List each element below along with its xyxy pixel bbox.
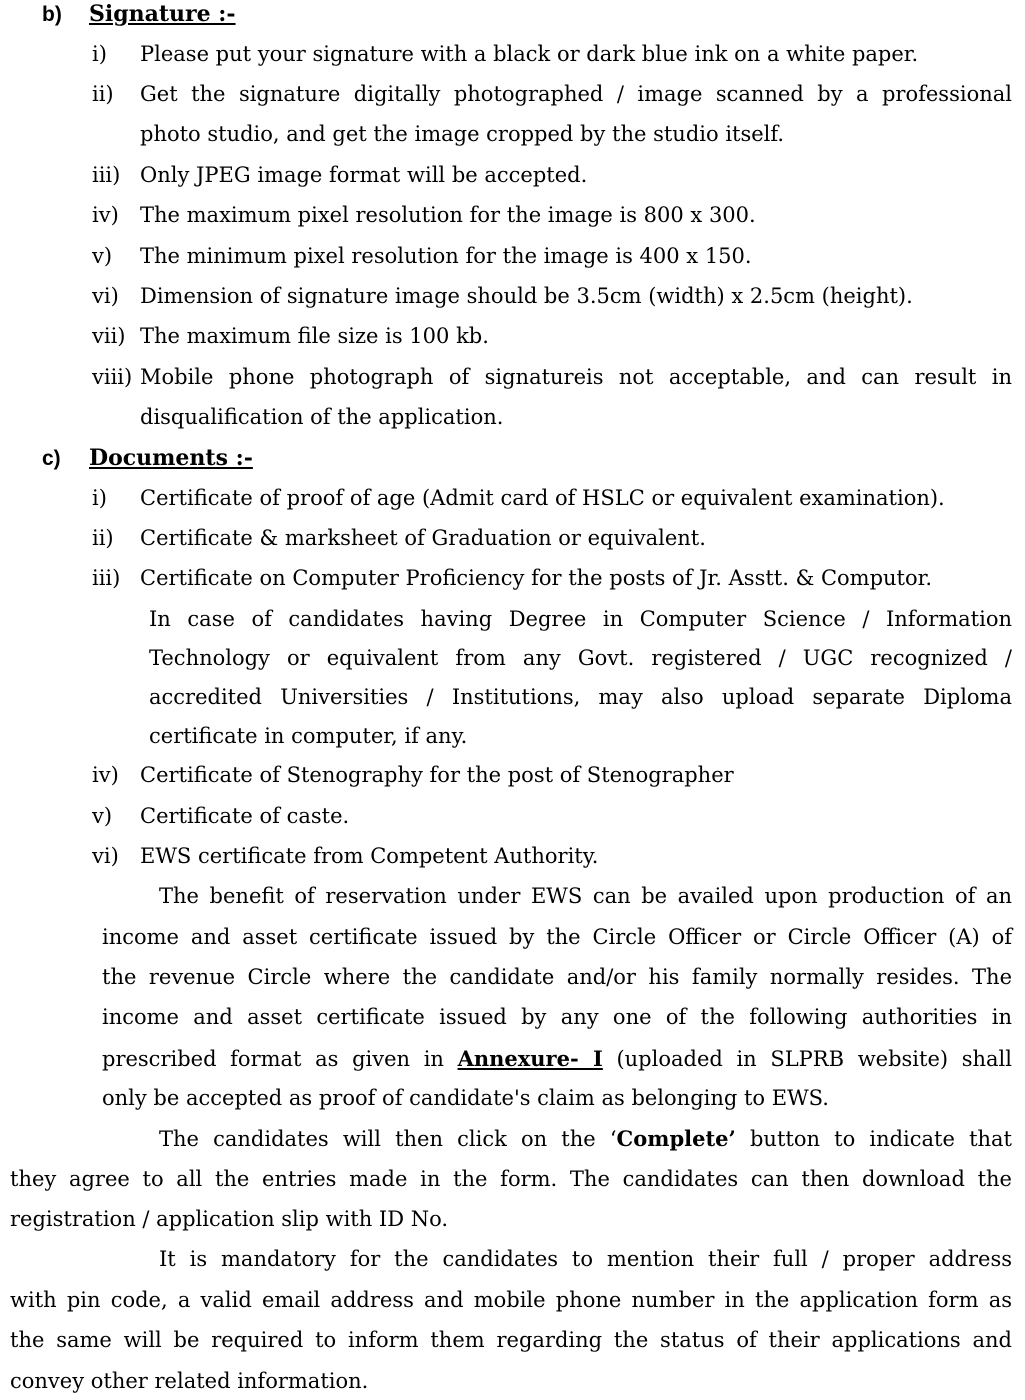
item-number: vi) <box>92 844 119 868</box>
closing-line: convey other related information. <box>10 1369 369 1393</box>
ews-note-line: income and asset certificate issued by any one of the following authorities in <box>102 1005 1012 1029</box>
closing-line: with pin code, a valid email address and mobile phone number in the application form as <box>10 1288 1012 1312</box>
item-number: iii) <box>92 566 121 590</box>
item-number: vii) <box>92 324 126 348</box>
item-number: v) <box>92 244 113 268</box>
closing-line: registration / application slip with ID No. <box>10 1207 449 1231</box>
ews-note-line <box>102 1048 1012 1070</box>
computer-note-line: accredited Universities / Institutions, may also upload separate Diploma <box>149 685 1012 709</box>
computer-note-line: In case of candidates having Degree in Computer Science / Information <box>149 607 1012 631</box>
item-number: i) <box>92 486 107 510</box>
ews-note-line: The benefit of reservation under EWS can be availed upon production of an <box>159 884 1012 908</box>
item-text: photo studio, and get the image cropped by the studio itself. <box>140 122 785 146</box>
section-label-signature: b) <box>42 3 62 26</box>
item-text: Get the signature digitally photographed / image scanned by a professional <box>140 82 1012 106</box>
item-text: Certificate of caste. <box>140 804 350 828</box>
item-number: v) <box>92 804 113 828</box>
section-title-signature: Signature :- <box>89 1 236 27</box>
closing-line: the same will be required to inform them regarding the status of their applications and <box>10 1328 1012 1352</box>
item-text: EWS certificate from Competent Authority. <box>140 844 599 868</box>
complete-button-reference: Complete’ <box>616 1126 736 1151</box>
item-number: i) <box>92 42 107 66</box>
item-text: Certificate on Computer Proficiency for the posts of Jr. Asstt. & Computor. <box>140 566 933 590</box>
item-number: vi) <box>92 284 119 308</box>
section-title-documents: Documents :- <box>89 445 253 471</box>
item-number: iii) <box>92 163 121 187</box>
closing-text: The candidates will then click on the ‘ <box>159 1127 617 1151</box>
item-text: Certificate of proof of age (Admit card of HSLC or equivalent examination). <box>140 486 945 510</box>
item-text: The minimum pixel resolution for the image is 400 x 150. <box>140 244 752 268</box>
closing-line: they agree to all the entries made in the form. The candidates can then download the <box>10 1167 1012 1191</box>
closing-line <box>159 1128 1012 1150</box>
item-text: The maximum pixel resolution for the image is 800 x 300. <box>140 203 756 227</box>
annexure-reference: Annexure- I <box>457 1046 603 1071</box>
closing-line: It is mandatory for the candidates to mention their full / proper address <box>159 1247 1012 1271</box>
item-text: Certificate of Stenography for the post of Stenographer <box>140 763 734 787</box>
item-number: viii) <box>92 365 133 389</box>
ews-note-line: income and asset certificate issued by the Circle Officer or Circle Officer (A) of <box>102 925 1012 949</box>
section-label-documents: c) <box>42 447 61 470</box>
item-number: ii) <box>92 82 114 106</box>
item-number: iv) <box>92 203 119 227</box>
item-number: iv) <box>92 763 119 787</box>
ews-note-line: the revenue Circle where the candidate and/or his family normally resides. The <box>102 965 1012 989</box>
item-text: The maximum file size is 100 kb. <box>140 324 489 348</box>
item-text: Only JPEG image format will be accepted. <box>140 163 588 187</box>
computer-note-line: Technology or equivalent from any Govt. registered / UGC recognized / <box>149 646 1012 670</box>
item-text: Mobile phone photograph of signatureis not acceptable, and can result in <box>140 365 1012 389</box>
closing-text: button to indicate that <box>735 1127 1012 1151</box>
item-text: Certificate & marksheet of Graduation or equivalent. <box>140 526 706 550</box>
computer-note-line: certificate in computer, if any. <box>149 724 468 748</box>
item-number: ii) <box>92 526 114 550</box>
item-text: disqualification of the application. <box>140 405 504 429</box>
item-text: Dimension of signature image should be 3.5cm (width) x 2.5cm (height). <box>140 284 913 308</box>
ews-note-text: prescribed format as given in <box>102 1047 458 1071</box>
item-text: Please put your signature with a black or dark blue ink on a white paper. <box>140 42 919 66</box>
ews-note-line: only be accepted as proof of candidate's claim as belonging to EWS. <box>102 1086 829 1110</box>
ews-note-text: (uploaded in SLPRB website) shall <box>602 1047 1012 1071</box>
